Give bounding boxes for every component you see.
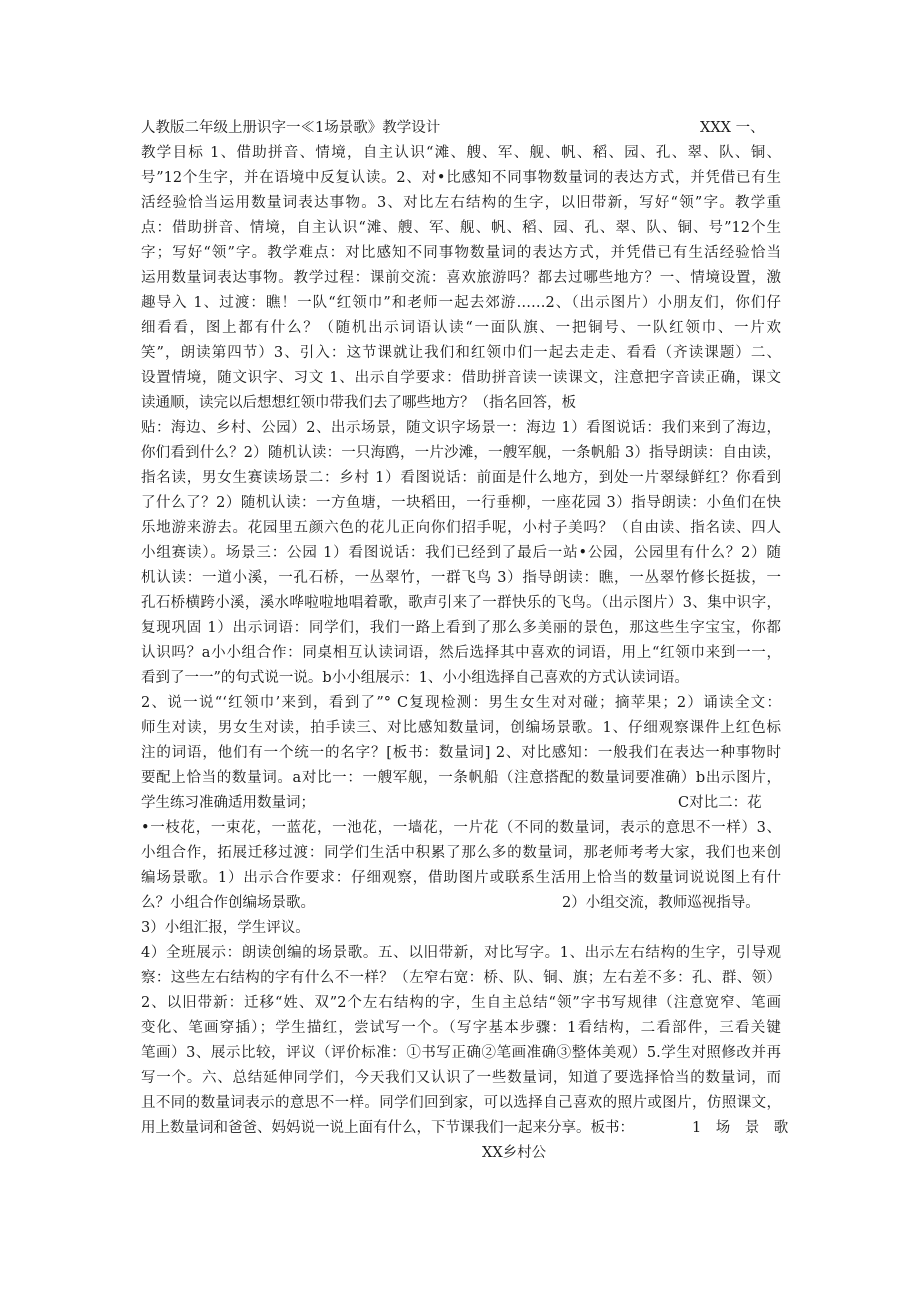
text-line: 复现巩固 1）出示词语：同学们，我们一路上看到了那么多美丽的景色，那这些生字宝宝，你都 [141, 620, 781, 636]
text-line: 变化、笔画穿插）；学生描红，尝试写一个。（写字基本步骤：1看结构，二看部件，三看关键 [141, 1020, 781, 1036]
text-line: 机认读：一道小溪，一孔石桥，一丛翠竹，一群飞鸟 3）指导朗读：瞧，一丛翠竹修长挺拔，一 [141, 570, 781, 586]
text-line: 写一个。六、总结延伸同学们，今天我们又认识了一些数量词，知道了要选择恰当的数量词，而 [141, 1070, 781, 1086]
text-line: 且不同的数量词表示的意思不一样。同学们回到家，可以选择自己喜欢的照片或图片，仿照课文， [141, 1095, 781, 1111]
text-line: 细看看，图上都有什么？（随机出示词语认读“一面队旗、一把铜号、一队红领巾、一片欢 [141, 320, 781, 336]
text-line: 2、以旧带新：迁移“姓、双”2个左右结构的字，生自主总结“领”字书写规律（注意宽窄、笔画 [141, 995, 781, 1011]
text-line: 看到了一一”的句式说一说。b小小组展示：1、小小组选择自己喜欢的方式认读词语。 [141, 670, 689, 686]
text-line: 你们看到什么？2）随机认读：一只海鸥，一片沙滩，一艘军舰，一条帆船 3）指导朗读：自由读， [141, 445, 781, 461]
text-line: 3）小组汇报，学生评议。 [141, 920, 310, 936]
text-line: 读通顺，读完以后想想红领巾带我们去了哪些地方？（指名回答，板 [141, 395, 576, 411]
text-line: 乐地游来游去。花园里五颜六色的花儿正向你们招手呢，小村子美吗？（自由读、指名读、四人 [141, 520, 781, 536]
text-line: 小组合作，拓展迁移过渡：同学们生活中积累了那么多的数量词，那老师考考大家，我们也来创 [141, 845, 781, 861]
text-line: 点：借助拼音、情境，自主认识“滩、艘、军、舰、帆、稻、园、孔、翠、队、铜、号”12个生 [141, 220, 781, 236]
text-line: 字；写好“领”字。教学难点：对比感知不同事物数量词的表达方式，并凭借已有生活经验恰当 [141, 245, 781, 261]
text-line: 2、说一说“‘红领巾’来到，看到了”° C复现检测：男生女生对对碰；摘苹果；2）诵读全文： [141, 695, 781, 711]
text-line: 注的词语，他们有一个统一的名字？[板书：数量词] 2、对比感知：一般我们在表达一种事物时 [141, 745, 781, 761]
contrast-two-fragment: C对比二：花 [678, 795, 762, 811]
text-line: 编场景歌。1）出示合作要求：仔细观察，借助图片或联系生活用上恰当的数量词说说图上有什 [141, 870, 781, 886]
text-line: 贴：海边、乡村、公园）2、出示场景，随文识字场景一：海边 1）看图说话：我们来到了海边， [141, 420, 781, 436]
text-line: 设置情境，随文识字、习文 1、出示自学要求：借助拼音读一读课文，注意把字音读正确，课文 [141, 370, 781, 386]
text-line: 活经验恰当运用数量词表达事物。3、对比左右结构的生字，以旧带新，写好“领”字。教学重 [141, 195, 781, 211]
text-line: 号”12个生字，并在语境中反复认读。2、对•比感知不同事物数量词的表达方式，并凭借已有生 [141, 170, 781, 186]
text-line: 教学目标 1、借助拼音、情境，自主认识“滩、艘、军、舰、帆、稻、园、孔、翠、队、铜、 [141, 145, 781, 161]
header-author: XXX 一、 [700, 120, 765, 136]
text-line: •一枝花，一束花，一蓝花，一池花，一墙花，一片花（不同的数量词，表示的意思不一样）3、 [141, 820, 781, 836]
text-line: 笔画）3、展示比较，评议（评价标准：①书写正确②笔画准确③整体美观）5.学生对照修改并再 [141, 1045, 781, 1061]
board-title: 1 场 景 歌 [692, 1120, 789, 1136]
text-line: 认识吗？a小小组合作：同桌相互认读词语，然后选择其中喜欢的词语，用上“红领巾来到一一， [141, 645, 781, 661]
text-line: 察：这些左右结构的字有什么不一样？（左窄右宽：桥、队、铜、旗；左右差不多：孔、群、领） [141, 970, 781, 986]
text-line: 了什么了？2）随机认读：一方鱼塘，一块稻田，一行垂柳，一座花园 3）指导朗读：小鱼们在快 [141, 495, 781, 511]
text-line: 笑”，朗读第四节）3、引入：这节课就让我们和红领巾们一起去走走、看看（齐读课题）二、 [141, 345, 781, 361]
text-line: 趣导入 1、过渡：瞧！一队“红领巾”和老师一起去郊游……2、（出示图片）小朋友们，你们仔 [141, 295, 781, 311]
text-line: 4）全班展示：朗读创编的场景歌。五、以旧带新，对比写字。1、出示左右结构的生字，引导观 [141, 945, 781, 961]
text-line: 要配上恰当的数量词。a对比一：一艘军舰，一条帆船（注意搭配的数量词要准确）b出示图片， [141, 770, 781, 786]
text-line: 学生练习准确适用数量词； [141, 795, 315, 811]
text-line: 用上数量词和爸爸、妈妈说一说上面有什么，下节课我们一起来分享。板书： [141, 1120, 634, 1136]
doc-title-line: 人教版二年级上册识字一≪1场景歌》教学设计 [141, 120, 441, 136]
text-line: 指名读，男女生赛读场景二：乡村 1）看图说话：前面是什么地方，到处一片翠绿鲜红？你看到 [141, 470, 781, 486]
text-line: 运用数量词表达事物。教学过程：课前交流：喜欢旅游吗？都去过哪些地方？一、情境设置，激 [141, 270, 781, 286]
text-line: 么？小组合作创编场景歌。 [141, 895, 315, 911]
text-line: 小组赛读）。场景三：公园 1）看图说话：我们已经到了最后一站•公园，公园里有什么？2）随 [141, 545, 781, 561]
group-exchange-fragment: 2）小组交流，教师巡视指导。 [562, 895, 760, 911]
text-line: 师生对读，男女生对读，拍手读三、对比感知数量词，创编场景歌。1、仔细观察课件上红色标 [141, 720, 781, 736]
board-subtitle: XX乡村公 [482, 1145, 547, 1161]
text-line: 孔石桥横跨小溪，溪水哗啦啦地唱着歌，歌声引来了一群快乐的飞鸟。（出示图片）3、集中识字， [141, 595, 781, 611]
